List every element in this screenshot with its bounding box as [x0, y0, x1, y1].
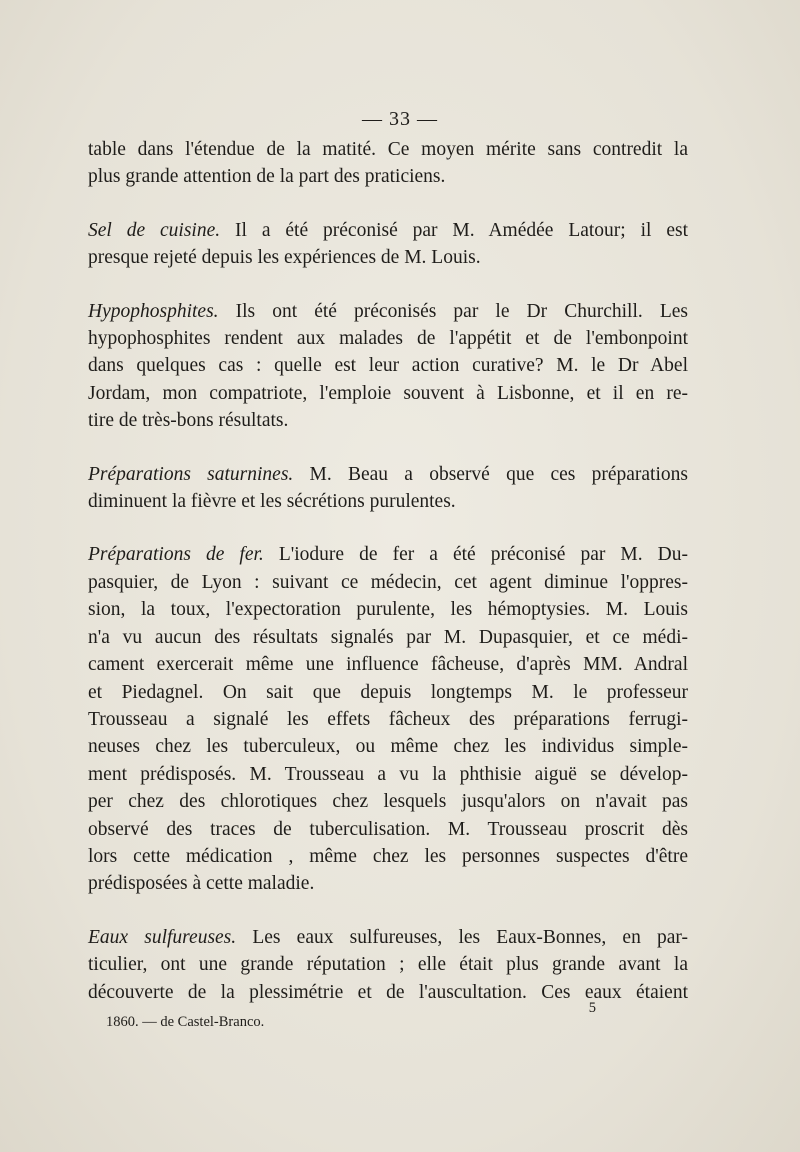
text-line: lors cette médication , même chez les personnes suspectes d'être — [88, 845, 688, 867]
page-number: — 33 — — [362, 108, 438, 130]
paragraph-preparations-saturnines — [88, 461, 688, 516]
text-line: et Piedagnel. On sait que depuis longtemps M. le professeur — [88, 681, 688, 703]
text-line: cament exercerait même une influence fâcheuse, d'après MM. Andral — [88, 654, 688, 676]
paragraph-sel-de-cuisine — [88, 217, 688, 272]
paragraph-heading: Préparations saturnines. — [88, 463, 294, 485]
text-line: diminuent la fièvre et les sécrétions purulentes. — [88, 491, 456, 513]
text-line: ticulier, ont une grande réputation ; elle était plus grande avant la — [88, 954, 688, 976]
text-line: Préparations saturnines. M. Beau a observé que ces préparations — [88, 463, 688, 485]
text-line: n'a vu aucun des résultats signalés par M. Dupasquier, et ce médi- — [88, 626, 688, 648]
text-line: Trousseau a signalé les effets fâcheux des préparations ferrugi- — [88, 708, 688, 730]
text-line: neuses chez les tuberculeux, ou même chez les individus simple- — [88, 736, 688, 758]
signature-mark: 1860. — de Castel-Branco. — [106, 1014, 265, 1030]
paragraph-preparations-de-fer — [88, 541, 688, 897]
text-line: presque rejeté depuis les expériences de M. Louis. — [88, 247, 481, 269]
text-line: ment prédisposés. M. Trousseau a vu la phthisie aiguë se dévelop- — [88, 763, 688, 785]
text-line: Eaux sulfureuses. Les eaux sulfureuses, les Eaux-Bonnes, en par- — [88, 926, 689, 948]
text-line: Sel de cuisine. Il a été préconisé par M. Amédée Latour; il est — [88, 219, 689, 241]
text-line: prédisposées à cette maladie. — [88, 873, 315, 895]
paragraph-heading: Préparations de fer. — [88, 544, 264, 566]
text-line: pasquier, de Lyon : suivant ce médecin, cet agent diminue l'oppres- — [88, 571, 688, 593]
text-line: hypophosphites rendent aux malades de l'appétit et de l'embonpoint — [88, 328, 688, 350]
paragraph-heading: Hypophosphites. — [88, 300, 219, 322]
paragraph-eaux-sulfureuses — [88, 924, 688, 1006]
text-line: découverte de la plessimétrie et de l'auscultation. Ces eaux étaient — [88, 981, 688, 1003]
text-line: Jordam, mon compatriote, l'emploie souvent à Lisbonne, et il en re- — [88, 382, 688, 404]
text-line: table dans l'étendue de la matité. Ce moyen mérite sans contredit la — [88, 139, 688, 160]
paragraph-1 — [88, 136, 688, 191]
text-line: tire de très-bons résultats. — [88, 410, 289, 432]
sheet-number: 5 — [588, 1000, 596, 1016]
body-text — [88, 136, 688, 1006]
text-line: per chez des chlorotiques chez lesquels jusqu'alors on n'avait pas — [88, 791, 688, 813]
text-line: Préparations de fer. L'iodure de fer a été préconisé par M. Du- — [88, 544, 689, 566]
text-line: plus grande attention de la part des praticiens. — [88, 166, 446, 188]
paragraph-hypophosphites — [88, 298, 688, 435]
text-line: observé des traces de tuberculisation. M. Trousseau proscrit dès — [88, 818, 688, 840]
text-line: dans quelques cas : quelle est leur action curative? M. le Dr Abel — [88, 355, 688, 377]
text-line: Hypophosphites. Ils ont été préconisés par le Dr Churchill. Les — [88, 300, 688, 322]
paragraph-heading: Sel de cuisine. — [88, 219, 221, 241]
text-line: sion, la toux, l'expectoration purulente, les hémoptysies. M. Louis — [88, 599, 688, 621]
paragraph-heading: Eaux sulfureuses. — [88, 926, 237, 948]
